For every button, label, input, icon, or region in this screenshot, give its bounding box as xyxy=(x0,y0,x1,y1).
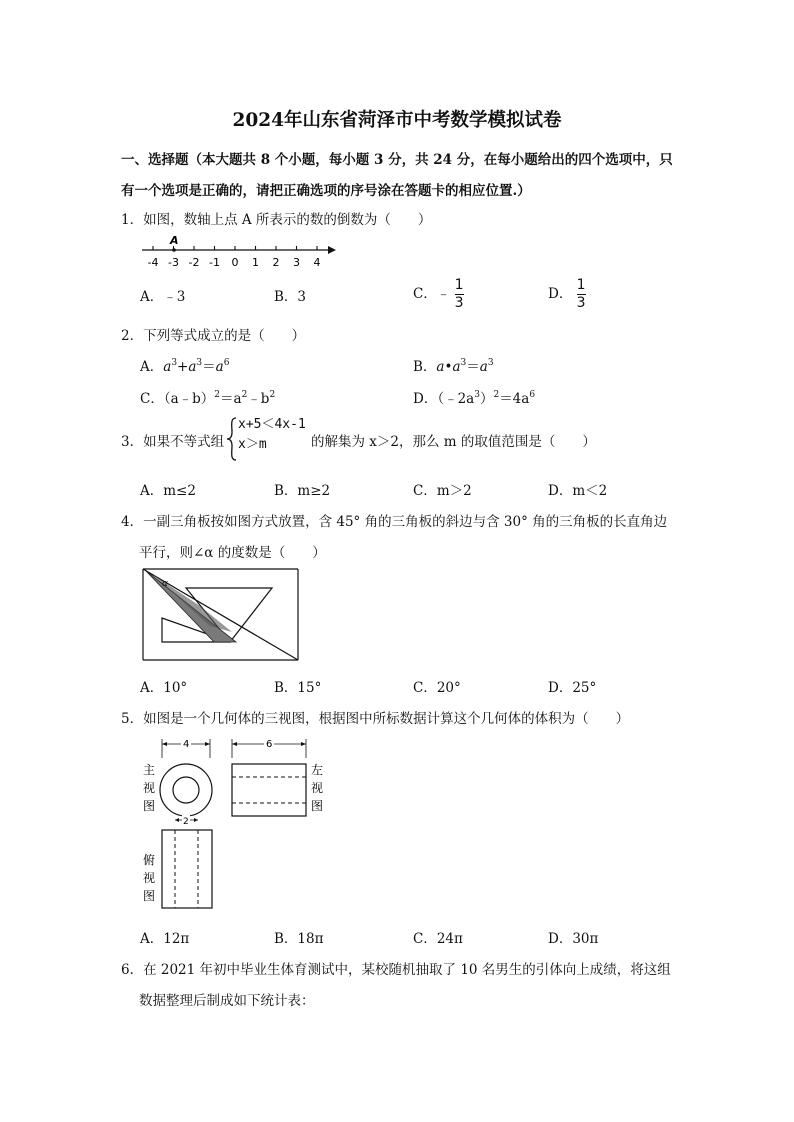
front-dim-label: 4 xyxy=(183,739,190,750)
q1-option-d[interactable] xyxy=(548,278,586,311)
q1-option-a[interactable]: A．﹣3 xyxy=(140,289,186,305)
side-view-label-3: 图 xyxy=(311,799,324,813)
q3-stem-suffix: 的解集为 x＞2，那么 m 的取值范围是（ ） xyxy=(311,434,596,450)
number-line-tick-label: 2 xyxy=(272,256,280,269)
q2-option-a[interactable]: A．$a^3+a^3=a^6$ xyxy=(140,358,230,375)
top-view-rect xyxy=(162,830,212,908)
q5-option-d[interactable]: D．30π xyxy=(548,931,599,947)
top-view-label-3: 图 xyxy=(143,889,156,903)
front-view-label-3: 图 xyxy=(143,799,156,813)
q3-option-c[interactable]: C．m＞2 xyxy=(413,483,472,499)
number-line-tick-label: 3 xyxy=(293,256,300,269)
q5-stem: 5．如图是一个几何体的三视图，根据图中所标数据计算这个几何体的体积为（ ） xyxy=(121,711,630,727)
number-line-tick-label: 1 xyxy=(252,256,259,269)
number-line-tick-label: 4 xyxy=(313,256,321,269)
q2-option-c[interactable]: C．$(a﹣b)^2=a^2﹣b^2$ xyxy=(140,390,276,407)
q4-option-b[interactable]: B．15° xyxy=(274,680,322,696)
number-line-tick-label: -4 xyxy=(147,256,159,269)
front-view-inner-circle xyxy=(173,777,199,803)
number-line-tick-label: 0 xyxy=(231,256,239,269)
top-view-label-1: 俯 xyxy=(143,853,156,867)
q4-option-a[interactable]: A．10° xyxy=(140,680,188,696)
q1-stem: 1．如图，数轴上点 A 所表示的数的倒数为（ ） xyxy=(121,212,432,228)
q5-option-b[interactable]: B．18π xyxy=(274,931,324,947)
q1-option-c-prefix: C．﹣ xyxy=(413,286,451,302)
q3-inequality-2: x＞m xyxy=(238,437,267,452)
page-title: 2024年山东省菏泽市中考数学模拟试卷 xyxy=(232,110,562,131)
q1-option-c[interactable] xyxy=(413,278,464,311)
side-view-label-1: 左 xyxy=(311,763,324,777)
q4-stem-line2: 平行，则∠α 的度数是（ ） xyxy=(139,545,326,561)
q2-option-b[interactable]: B．$a•a^3=a^3$ xyxy=(413,358,494,375)
q1-option-c-fraction: $\frac{1}{3}$ xyxy=(454,277,464,311)
q2-stem: 2．下列等式成立的是（ ） xyxy=(121,328,306,344)
q3-inequality-1: x+5＜4x-1 xyxy=(238,417,306,432)
point-a-marker xyxy=(172,248,176,252)
q3-option-d[interactable]: D．m＜2 xyxy=(548,483,608,499)
number-line-tick-label: -1 xyxy=(209,256,220,269)
number-line-tick-label: -3 xyxy=(168,256,179,269)
q3-stem-prefix: 3．如果不等式组 xyxy=(121,434,225,450)
q2-option-d[interactable]: D．$(﹣2a^3)^2=4a^6$ xyxy=(413,390,536,407)
q3-option-b[interactable]: B．m≥2 xyxy=(274,483,331,499)
three-views-figure xyxy=(138,734,338,914)
front-view-label-2: 视 xyxy=(143,781,156,795)
q3-brace xyxy=(226,416,238,462)
q1-option-d-prefix: D． xyxy=(548,286,573,302)
section-header-line2: 有一个选项是正确的，请把正确选项的序号涂在答题卡的相应位置.） xyxy=(121,183,531,199)
q5-option-a[interactable]: A．12π xyxy=(140,931,190,947)
top-view-label-2: 视 xyxy=(143,871,156,885)
number-line-figure xyxy=(138,233,338,275)
q6-stem-line1: 6．在 2021 年初中毕业生体育测试中，某校随机抽取了 10 名男生的引体向上成绩，将这组 xyxy=(121,962,671,978)
side-dim-label: 6 xyxy=(266,739,273,750)
q1-option-d-fraction: $\frac{1}{3}$ xyxy=(576,277,586,311)
q5-option-c[interactable]: C．24π xyxy=(413,931,463,947)
number-line-arrow xyxy=(328,246,336,254)
q3-option-a[interactable]: A．m≤2 xyxy=(140,483,196,499)
q4-stem-line1: 4．一副三角板按如图方式放置，含 45° 角的三角板的斜边与含 30° 角的三角板的长直角边 xyxy=(121,514,668,530)
section-header-line1: 一、选择题（本大题共 8 个小题，每小题 3 分，共 24 分，在每小题给出的四个选项中，只 xyxy=(121,152,673,168)
number-line-tick-label: -2 xyxy=(188,256,200,269)
top-dim-label: 2 xyxy=(183,817,189,827)
side-view-label-2: 视 xyxy=(311,781,324,795)
side-view-rect xyxy=(232,764,306,816)
alpha-label: α xyxy=(162,579,168,589)
triangle-rulers-figure xyxy=(140,566,302,664)
point-a-label: A xyxy=(170,234,179,247)
q1-option-b[interactable]: B．3 xyxy=(274,289,307,305)
q3-system xyxy=(238,415,306,455)
front-view-outer-circle xyxy=(160,764,212,816)
q4-option-c[interactable]: C．20° xyxy=(413,680,461,696)
front-view-label-1: 主 xyxy=(143,763,156,777)
q4-option-d[interactable]: D．25° xyxy=(548,680,597,696)
q6-stem-line2: 数据整理后制成如下统计表： xyxy=(139,993,315,1009)
